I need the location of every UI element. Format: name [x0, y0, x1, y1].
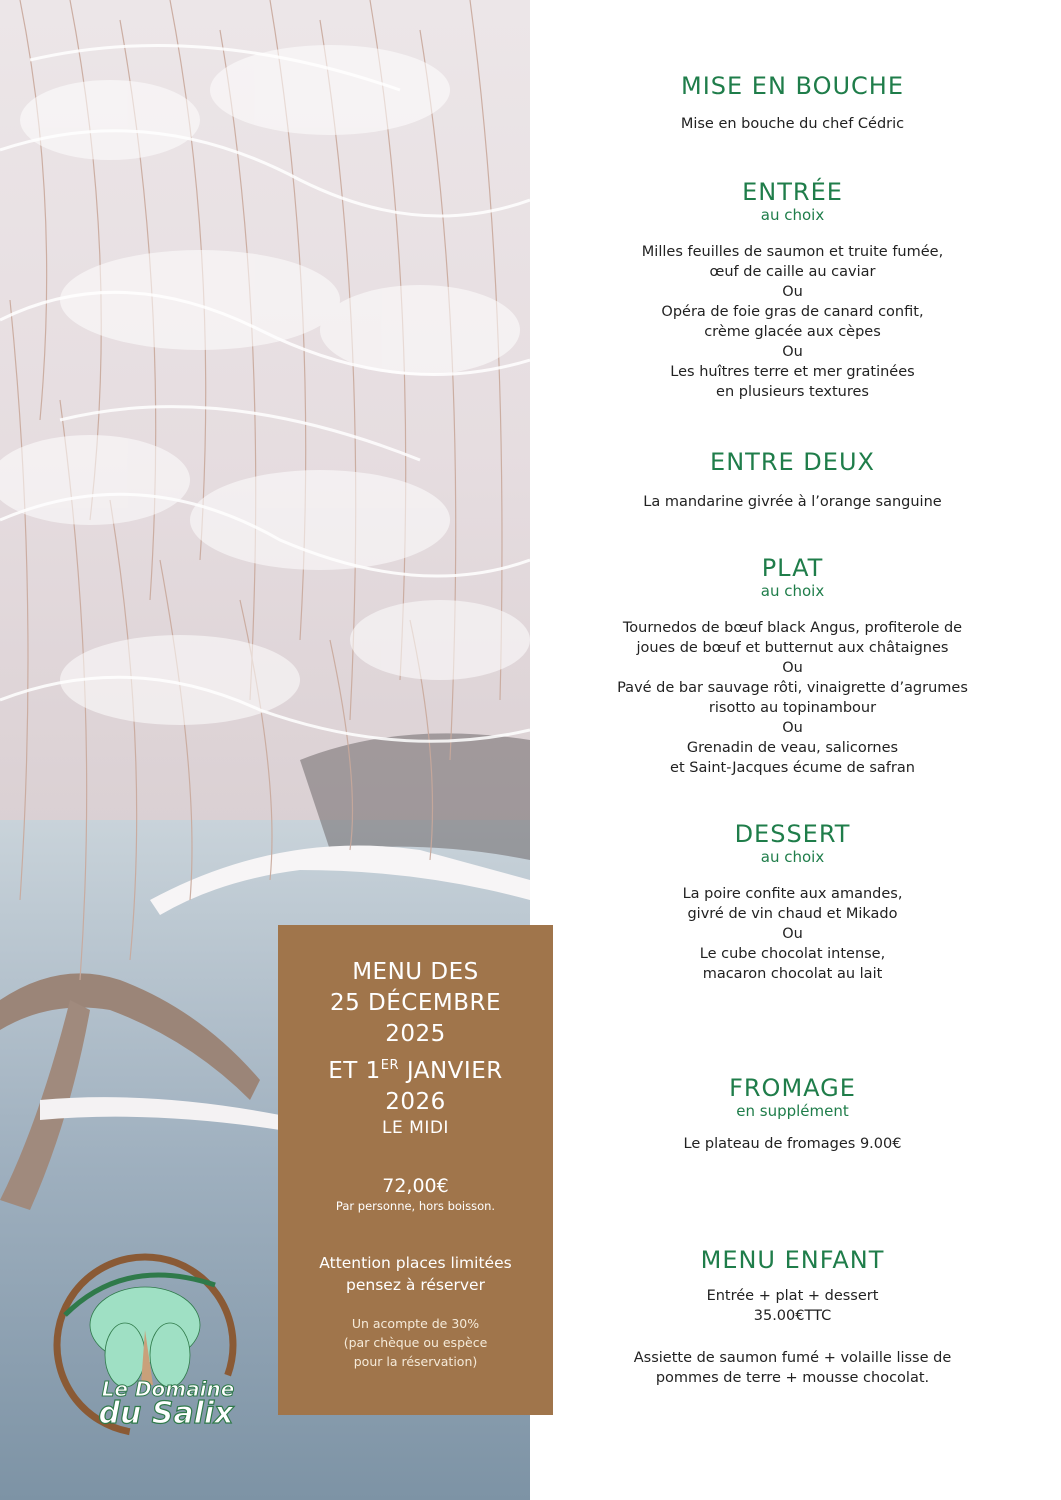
deposit-note: Un acompte de 30% (par chèque ou espèce pour la réservation) — [343, 1316, 488, 1369]
menu-item: Les huîtres terre et mer gratinées — [670, 364, 915, 380]
menu-item-description: Assiette de saumon fumé + volaille lisse de — [633, 1350, 952, 1366]
menu-item-description: pommes de terre + mousse chocolat. — [655, 1370, 930, 1386]
reservation-warning: Attention places limitées pensez à réserver — [319, 1254, 512, 1294]
card-title-date: ET 1ER JANVIER — [328, 1058, 503, 1084]
menu-item: givré de vin chaud et Mikado — [687, 906, 898, 922]
card-subtitle: LE MIDI — [382, 1118, 449, 1138]
menu-item: Ou — [782, 660, 803, 676]
section-plat — [560, 554, 1025, 778]
section-title: DESSERT — [734, 820, 851, 848]
section-entree — [560, 178, 1025, 402]
section-subtitle: au choix — [760, 582, 825, 600]
menu-item: 35.00€TTC — [753, 1308, 832, 1324]
card-title: MENU DES 25 DÉCEMBRE 2025 ET 1ER JANVIER 2026 — [278, 957, 553, 1118]
event-card — [278, 925, 553, 1415]
section-title: PLAT — [761, 554, 824, 582]
menu-item: Entrée + plat + dessert — [706, 1288, 879, 1304]
menu-item: en plusieurs textures — [716, 384, 869, 400]
menu-item: Mise en bouche du chef Cédric — [680, 116, 905, 132]
menu-item: Tournedos de bœuf black Angus, profiterole de — [622, 620, 963, 636]
section-entre-deux — [560, 448, 1025, 512]
logo-text-line1: Le Domaine — [101, 1377, 235, 1401]
section-mise-en-bouche — [560, 72, 1025, 134]
menu-item: Ou — [782, 926, 803, 942]
menu-item: Ou — [782, 344, 803, 360]
section-title: MISE EN BOUCHE — [680, 72, 905, 100]
menu-item: Le plateau de fromages 9.00€ — [683, 1136, 902, 1152]
menu-item: La mandarine givrée à l’orange sanguine — [643, 494, 942, 510]
menu-item: Ou — [782, 720, 803, 736]
section-title: ENTRE DEUX — [710, 448, 875, 476]
logo-text-line2: du Salix — [98, 1396, 234, 1431]
section-subtitle: au choix — [760, 848, 825, 866]
menu-price: 72,00€ — [382, 1175, 449, 1197]
menu-item: risotto au topinambour — [708, 700, 877, 716]
menu-item: et Saint-Jacques écume de safran — [670, 760, 915, 776]
price-note: Par personne, hors boisson. — [335, 1199, 496, 1213]
menu-item: Le cube chocolat intense, — [699, 946, 886, 962]
section-menu-enfant — [560, 1246, 1025, 1388]
section-title: FROMAGE — [729, 1074, 856, 1102]
menu-item: Grenadin de veau, salicornes — [686, 740, 899, 756]
menu-item: œuf de caille au caviar — [709, 264, 876, 280]
menu-item: macaron chocolat au lait — [702, 966, 883, 982]
section-title: MENU ENFANT — [700, 1246, 885, 1274]
menu-item: Milles feuilles de saumon et truite fumée, — [641, 244, 944, 260]
menu-item: Ou — [782, 284, 803, 300]
menu-item: joues de bœuf et butternut aux châtaignes — [636, 640, 949, 656]
section-subtitle: en supplément — [736, 1102, 849, 1120]
section-title: ENTRÉE — [742, 178, 843, 206]
menu-item: crème glacée aux cèpes — [704, 324, 881, 340]
section-fromage — [560, 1074, 1025, 1154]
menu-item: La poire confite aux amandes, — [682, 886, 903, 902]
menu-item: Pavé de bar sauvage rôti, vinaigrette d’agrumes — [617, 680, 968, 696]
section-subtitle: au choix — [760, 206, 825, 224]
menu-item: Opéra de foie gras de canard confit, — [661, 304, 924, 320]
section-dessert — [560, 820, 1025, 984]
